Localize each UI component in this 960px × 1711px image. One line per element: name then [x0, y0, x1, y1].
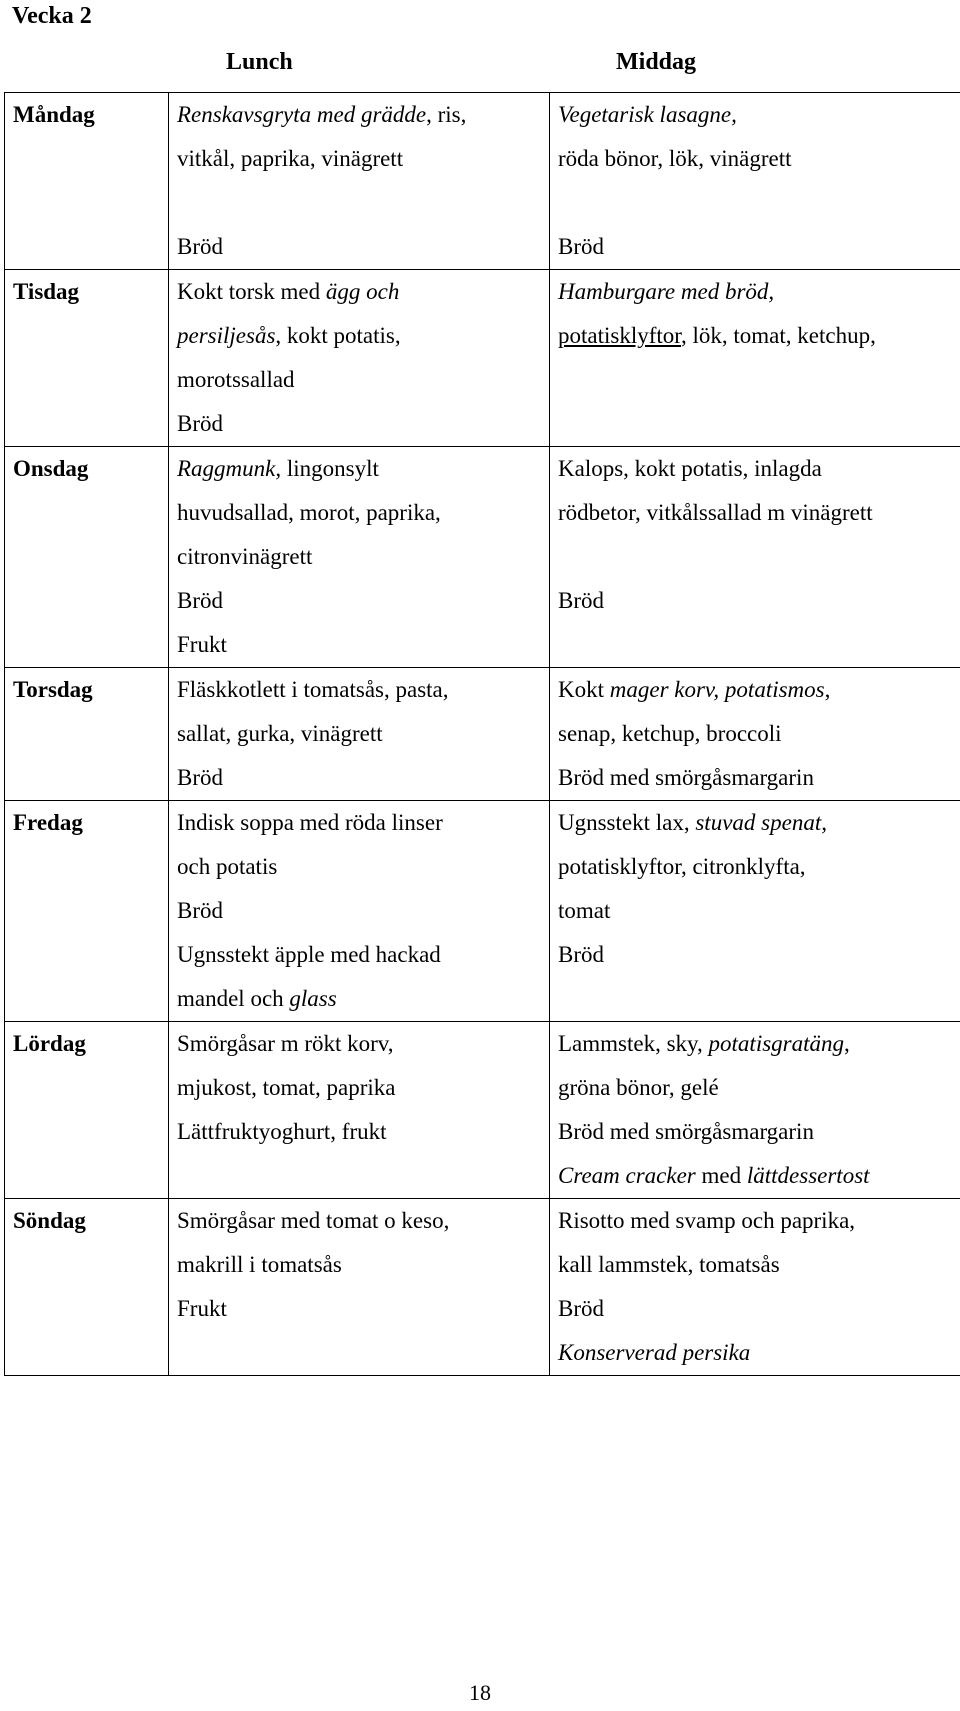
text-segment: Bröd: [177, 234, 223, 259]
day-label: Tisdag: [13, 279, 80, 304]
text-segment: morotssallad: [177, 367, 295, 392]
lunch-line: [177, 181, 541, 225]
table-row: [5, 447, 960, 668]
dinner-line: [558, 1199, 960, 1243]
dinner-cell: [550, 1022, 960, 1199]
text-segment: , lök, tomat, ketchup,: [681, 323, 876, 348]
weekly-menu-table: [4, 92, 960, 1376]
text-segment: röda bönor, lök, vinägrett: [558, 146, 792, 171]
lunch-line: [177, 712, 541, 756]
text-segment: citronvinägrett: [177, 544, 313, 569]
lunch-cell: [169, 668, 550, 801]
text-segment: Lättfruktyoghurt, frukt: [177, 1119, 387, 1144]
text-segment: lingonsylt: [281, 456, 379, 481]
text-segment: och potatis: [177, 854, 278, 879]
text-segment: Frukt: [177, 1296, 227, 1321]
text-segment: Ugnsstekt äpple med hackad: [177, 942, 441, 967]
dinner-line: [558, 137, 960, 181]
dinner-line: [558, 1022, 960, 1066]
text-segment: lättdessertost: [746, 1163, 870, 1188]
lunch-line: [177, 801, 541, 845]
text-segment: Bröd: [177, 765, 223, 790]
dinner-line: [558, 1287, 960, 1331]
text-segment: vitkål, paprika, vinägrett: [177, 146, 404, 171]
lunch-line: [177, 933, 541, 977]
dinner-line: [558, 801, 960, 845]
text-segment: Smörgåsar med tomat o keso,: [177, 1208, 450, 1233]
lunch-line: [177, 756, 541, 800]
text-segment: Risotto med svamp och paprika,: [558, 1208, 856, 1233]
dinner-header: Middag: [616, 49, 697, 75]
table-row: [5, 801, 960, 1022]
text-segment: ägg och: [325, 279, 400, 304]
dinner-line: [558, 933, 960, 977]
dinner-line: [558, 270, 960, 314]
dinner-cell: [550, 447, 960, 668]
text-segment: stuvad spenat,: [695, 810, 827, 835]
lunch-line: [177, 314, 541, 358]
text-segment: Bröd: [558, 588, 604, 613]
text-segment: Smörgåsar m rökt korv,: [177, 1031, 394, 1056]
lunch-line: [177, 491, 541, 535]
lunch-line: [177, 845, 541, 889]
dinner-line: [558, 314, 960, 358]
text-segment: Hamburgare med bröd,: [558, 279, 775, 304]
dinner-line: [558, 889, 960, 933]
dinner-cell: [550, 801, 960, 1022]
lunch-line: [177, 358, 541, 402]
day-label: Onsdag: [13, 456, 89, 481]
text-segment: makrill i tomatsås: [177, 1252, 342, 1277]
lunch-cell: [169, 1199, 550, 1376]
lunch-line: [177, 270, 541, 314]
text-segment: med: [695, 1163, 747, 1188]
text-segment: Kokt: [558, 677, 610, 702]
lunch-line: [177, 1066, 541, 1110]
lunch-cell: [169, 801, 550, 1022]
text-segment: persiljesås: [177, 323, 276, 348]
lunch-line: [177, 1199, 541, 1243]
text-segment: Kokt torsk med: [177, 279, 326, 304]
text-segment: , kokt potatis,: [275, 323, 401, 348]
table-row: [5, 93, 960, 270]
lunch-cell: [169, 447, 550, 668]
text-segment: mandel och: [177, 986, 290, 1011]
text-segment: Bröd: [558, 942, 604, 967]
text-segment: Fläskkotlett i tomatsås, pasta,: [177, 677, 449, 702]
lunch-header: Lunch: [226, 49, 293, 75]
text-segment: mjukost, tomat, paprika: [177, 1075, 396, 1100]
text-segment: ,: [824, 677, 831, 702]
lunch-cell: [169, 1022, 550, 1199]
lunch-line: [177, 402, 541, 446]
text-segment: , ris,: [426, 102, 467, 127]
lunch-line: [177, 579, 541, 623]
text-segment: potatisgratäng: [708, 1031, 845, 1056]
page-number: 18: [469, 1680, 491, 1705]
text-segment: Bröd: [558, 234, 604, 259]
day-name: [5, 447, 169, 668]
text-segment: senap, ketchup, broccoli: [558, 721, 782, 746]
text-segment: glass: [289, 986, 337, 1011]
text-segment: gröna bönor, gelé: [558, 1075, 719, 1100]
text-segment: Konserverad persika: [558, 1340, 751, 1365]
lunch-line: [177, 1243, 541, 1287]
lunch-line: [177, 1110, 541, 1154]
text-segment: mager korv, potatismos: [609, 677, 825, 702]
text-segment: potatisklyftor: [558, 323, 682, 348]
dinner-line: [558, 1066, 960, 1110]
text-segment: Bröd: [177, 411, 223, 436]
day-label: Måndag: [13, 102, 95, 127]
text-segment: Cream cracker: [558, 1163, 696, 1188]
text-segment: Raggmunk,: [177, 456, 282, 481]
text-segment: Vegetarisk lasagne,: [558, 102, 737, 127]
text-segment: rödbetor, vitkålssallad m vinägrett: [558, 500, 873, 525]
text-segment: sallat, gurka, vinägrett: [177, 721, 383, 746]
dinner-line: [558, 1110, 960, 1154]
menu-table-body: [5, 93, 960, 1376]
dinner-line: [558, 845, 960, 889]
text-segment: Indisk soppa med röda linser: [177, 810, 443, 835]
day-name: [5, 801, 169, 1022]
dinner-line: [558, 491, 960, 535]
text-segment: kall lammstek, tomatsås: [558, 1252, 780, 1277]
day-name: [5, 668, 169, 801]
text-segment: ,: [844, 1031, 850, 1056]
text-segment: Kalops, kokt potatis, inlagda: [558, 456, 822, 481]
table-row: [5, 1199, 960, 1376]
dinner-line: [558, 712, 960, 756]
text-segment: Frukt: [177, 632, 227, 657]
day-label: Söndag: [13, 1208, 86, 1233]
dinner-line: [558, 756, 960, 800]
day-name: [5, 93, 169, 270]
dinner-line: [558, 93, 960, 137]
dinner-cell: [550, 270, 960, 447]
text-segment: tomat: [558, 898, 611, 923]
text-segment: potatisklyftor, citronklyfta,: [558, 854, 806, 879]
lunch-line: [177, 623, 541, 667]
day-name: [5, 270, 169, 447]
dinner-line: [558, 447, 960, 491]
day-name: [5, 1199, 169, 1376]
dinner-cell: [550, 1199, 960, 1376]
dinner-line: [558, 1154, 960, 1198]
day-label: Lördag: [13, 1031, 86, 1056]
lunch-line: [177, 889, 541, 933]
lunch-line: [177, 977, 541, 1021]
text-segment: Ugnsstekt lax,: [558, 810, 696, 835]
lunch-line: [177, 1287, 541, 1331]
lunch-line: [177, 447, 541, 491]
table-row: [5, 270, 960, 447]
dinner-line: [558, 1331, 960, 1375]
page-title: Vecka 2: [12, 3, 92, 29]
text-segment: Renskavsgryta med grädde: [177, 102, 427, 127]
day-label: Torsdag: [13, 677, 93, 702]
dinner-line: [558, 579, 960, 623]
lunch-line: [177, 225, 541, 269]
lunch-line: [177, 668, 541, 712]
lunch-cell: [169, 93, 550, 270]
day-label: Fredag: [13, 810, 83, 835]
day-name: [5, 1022, 169, 1199]
text-segment: Bröd med smörgåsmargarin: [558, 1119, 814, 1144]
dinner-cell: [550, 93, 960, 270]
table-row: [5, 1022, 960, 1199]
dinner-line: [558, 1243, 960, 1287]
dinner-cell: [550, 668, 960, 801]
table-row: [5, 668, 960, 801]
text-segment: Lammstek, sky,: [558, 1031, 709, 1056]
text-segment: Bröd: [177, 898, 223, 923]
dinner-line: [558, 225, 960, 269]
lunch-line: [177, 535, 541, 579]
dinner-line: [558, 181, 960, 225]
text-segment: huvudsallad, morot, paprika,: [177, 500, 441, 525]
lunch-line: [177, 1022, 541, 1066]
lunch-line: [177, 93, 541, 137]
text-segment: Bröd: [177, 588, 223, 613]
text-segment: Bröd: [558, 1296, 604, 1321]
lunch-line: [177, 137, 541, 181]
lunch-cell: [169, 270, 550, 447]
dinner-line: [558, 535, 960, 579]
text-segment: Bröd med smörgåsmargarin: [558, 765, 814, 790]
dinner-line: [558, 668, 960, 712]
